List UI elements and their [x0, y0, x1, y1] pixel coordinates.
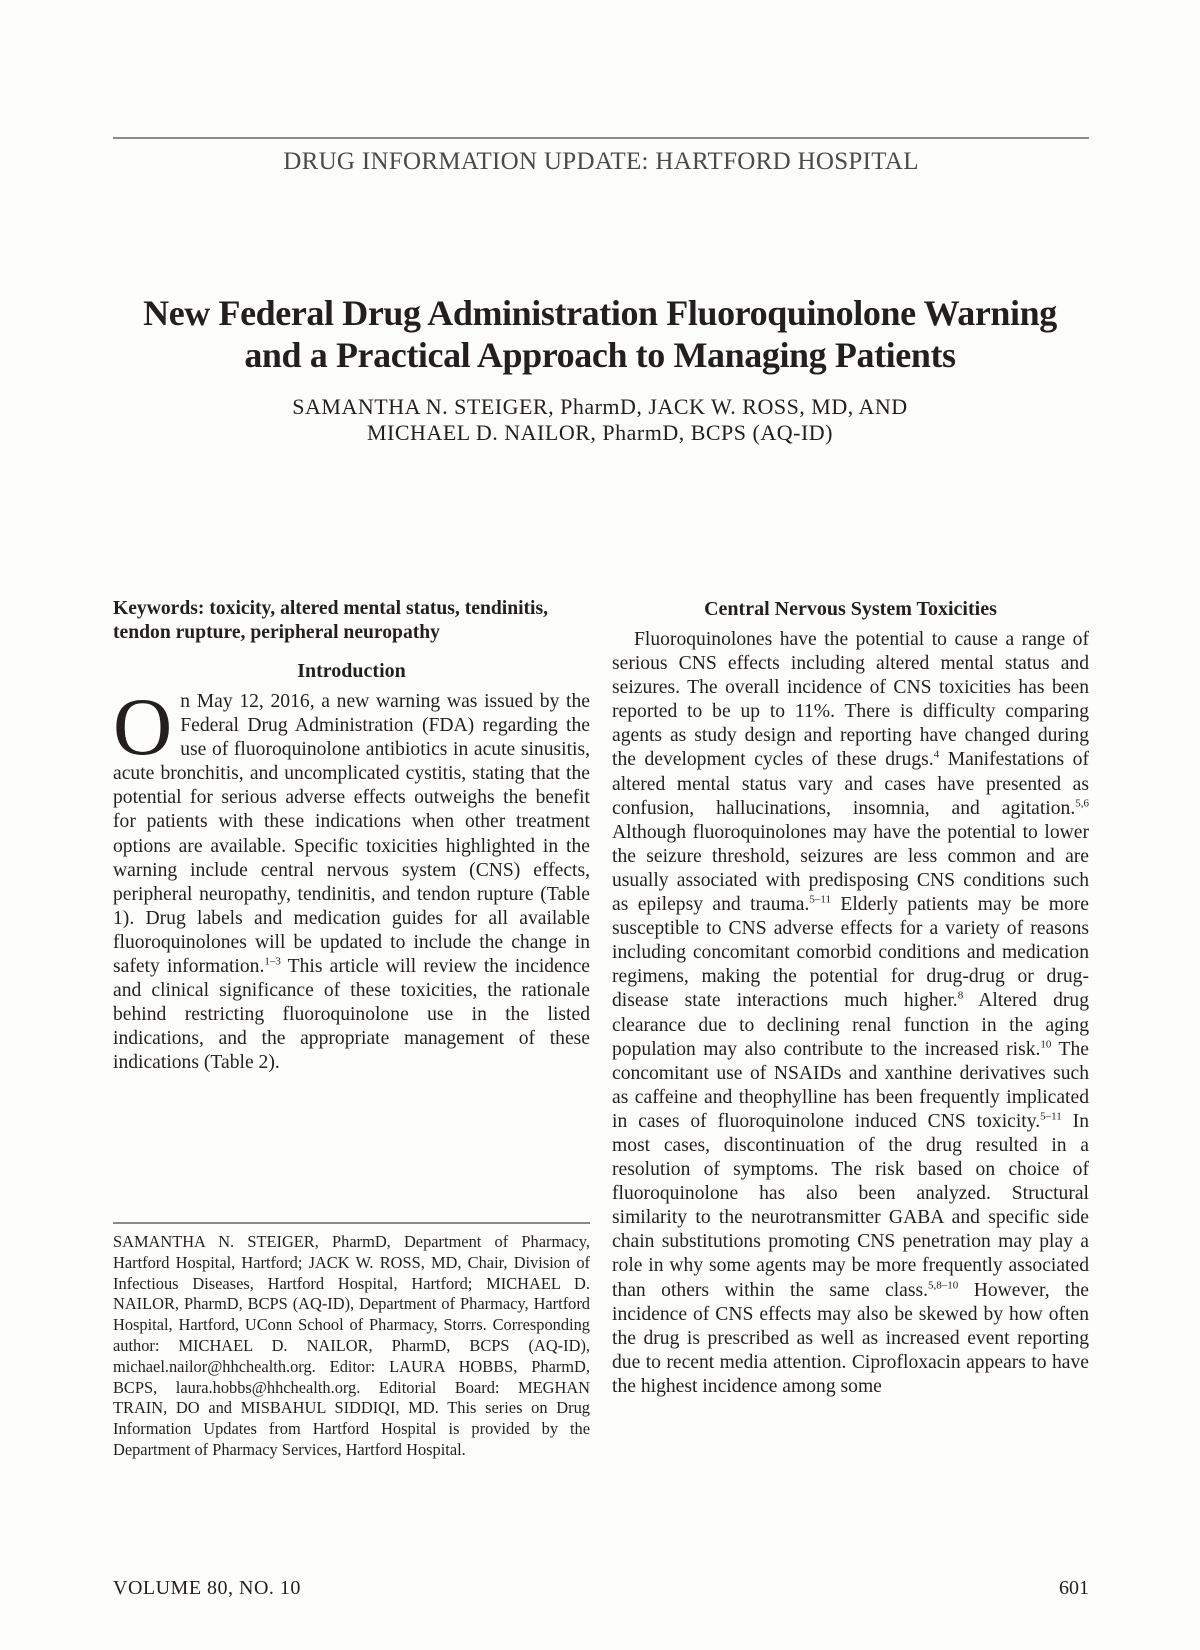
author-affiliations-footnote: SAMANTHA N. STEIGER, PharmD, Department of Pharmacy, Hartford Hospital, Hartford; JACK W. ROSS, MD, Chair, Division of Infectious Diseases, Hartford Hospital, Hartford; MICHAEL D. NAILOR, PharmD, BCPS (AQ-ID), Department of Pharmacy, Hartford Hospital, Hartford, UConn School of Pharmacy, Storrs. Corresponding author: MICHAEL D. NAILOR, PharmD, BCPS (AQ-ID), michael.nailor@hhchealth.org. Editor: LAURA HOBBS, PharmD, BCPS, laura.hobbs@hhchealth.org. Editorial Board: MEGHAN TRAIN, DO and MISBAHUL SIDDIQI, MD. This series on Drug Information Updates from Hartford Hospital is provided by the Department of Pharmacy Services, Hartford Hospital. — [113, 1232, 590, 1459]
author-list — [100, 394, 1100, 446]
cns-heading: Central Nervous System Toxicities — [704, 598, 997, 620]
header-top-rule — [113, 137, 1089, 139]
intro-paragraph: On May 12, 2016, a new warning was issued by the Federal Drug Administration (FDA) regarding the use of fluoroquinolone antibiotics in acute sinusitis, acute bronchitis, and uncomplicated cystitis, stating that the potential for serious adverse effects outweighs the benefit for patients with these indications when other treatment options are available. Specific toxicities highlighted in the warning include central nervous system (CNS) effects, peripheral neuropathy, tendinitis, and tendon rupture (Table 1). Drug labels and medication guides for all available fluoroquinolones will be updated to include the change in safety information.$^{1-3}$ This article will review the incidence and clinical significance of these toxicities, the rationale behind restricting fluoroquinolone use in the listed indications, and the appropriate management of these indications (Table 2). — [113, 681, 590, 1074]
footnote-rule — [113, 1222, 590, 1224]
page-number: 601 — [1059, 1577, 1089, 1599]
left-column — [113, 597, 590, 1076]
right-column — [612, 597, 1089, 1399]
keywords: Keywords: toxicity, altered mental status, tendinitis, tendon rupture, peripheral neuropathy — [113, 598, 549, 643]
article-title — [100, 292, 1100, 376]
title-line-1: New Federal Drug Administration Fluoroquinolone Warning — [143, 293, 1057, 333]
authors-line-2: MICHAEL D. NAILOR, PharmD, BCPS (AQ-ID) — [367, 420, 833, 445]
intro-heading: Introduction — [297, 660, 406, 682]
authors-line-1: SAMANTHA N. STEIGER, PharmD, JACK W. ROSS, MD, AND — [292, 394, 908, 419]
drop-cap: O — [113, 681, 173, 772]
title-line-2: and a Practical Approach to Managing Patients — [244, 335, 956, 375]
running-head: DRUG INFORMATION UPDATE: HARTFORD HOSPITAL — [283, 148, 919, 175]
volume-issue: VOLUME 80, NO. 10 — [113, 1577, 301, 1599]
cns-paragraph: Fluoroquinolones have the potential to cause a range of serious CNS effects including altered mental status and seizures. The overall incidence of CNS toxicities has been reported to be up to 11%. There is difficulty comparing agents as study design and reporting have changed during the development cycles of these drugs.$^4$ Manifestations of altered mental status vary and cases have presented as confusion, hallucinations, insomnia, and agitation.$^{5,6}$ Although fluoroquinolones may have the potential to lower the seizure threshold, seizures are less common and are usually associated with predisposing CNS conditions such as epilepsy and trauma.$^{5-11}$ Elderly patients may be more susceptible to CNS adverse effects for a variety of reasons including concomitant comorbid conditions and medication regimens, making the potential for drug-drug or drug-disease state interactions much higher.$^8$ Altered drug clearance due to declining renal function in the aging population may also contribute to the increased risk.$^{10}$ The concomitant use of NSAIDs and xanthine derivatives such as caffeine and theophylline has been frequently implicated in cases of fluoroquinolone induced CNS toxicity.$^{5-11}$ In most cases, discontinuation of the drug resulted in a resolution of symptoms. The risk based on choice of fluoroquinolone has also been analyzed. Structural similarity to the neurotransmitter GABA and specific side chain substitutions promoting CNS penetration may play a role in why some agents may be more frequently associated than others within the same class.$^{5,8-10}$ However, the incidence of CNS effects may also be skewed by how often the drug is prescribed as well as increased event reporting due to recent media attention. Ciprofloxacin appears to have the highest incidence among some — [612, 629, 1090, 1397]
